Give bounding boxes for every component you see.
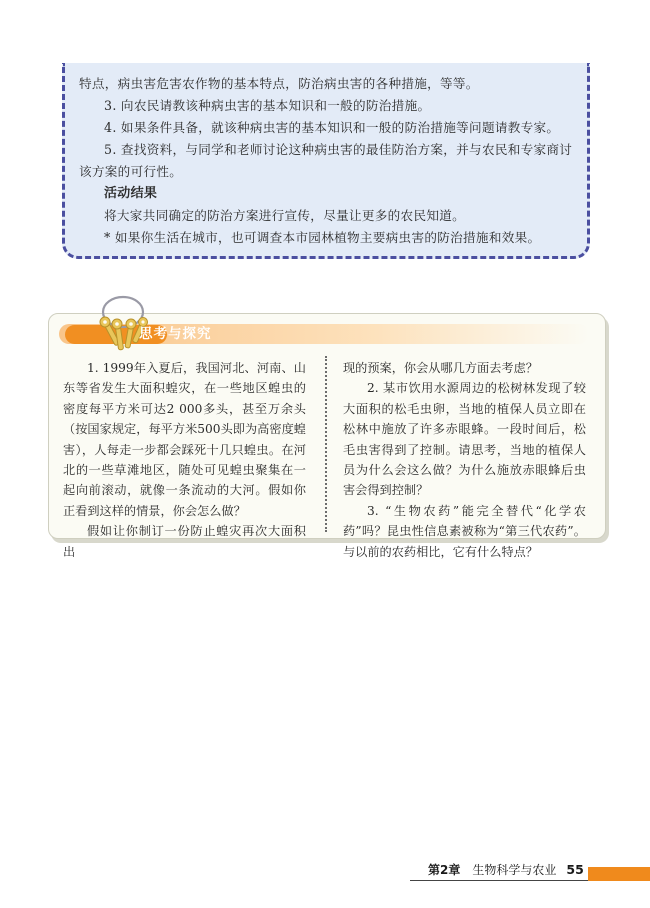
activity-step-4: 4. 如果条件具备，就该种病虫害的基本知识和一般的防治措施等问题请教专家。 [104, 120, 560, 135]
think-left-column [63, 358, 306, 562]
activity-step-5: 5. 查找资料，与同学和老师讨论这种病虫害的最佳防治方案，并与农民和专家商讨该方案的可行性。 [79, 142, 573, 179]
question-1-continuation: 假如让你制订一份防止蝗灾再次大面积出 [63, 524, 306, 559]
think-title: 思考与探究 [139, 326, 212, 342]
page-number: 55 [566, 862, 584, 877]
activity-result-heading: 活动结果 [104, 186, 158, 201]
think-right-column [343, 358, 586, 562]
page-footer [428, 861, 584, 878]
think-explore-card [48, 313, 606, 559]
activity-box [62, 63, 590, 259]
footer-rule [410, 880, 588, 881]
activity-note: * 如果你生活在城市，也可调查本市园林植物主要病虫害的防治措施和效果。 [104, 230, 541, 245]
activity-step-3: 3. 向农民请教该种病虫害的基本知识和一般的防治措施。 [104, 98, 431, 113]
footer-accent-bar [588, 867, 650, 881]
column-divider [325, 356, 327, 532]
activity-text-line1: 特点，病虫害危害农作物的基本特点，防治病虫害的各种措施，等等。 [79, 76, 479, 91]
question-2: 2. 某市饮用水源周边的松树林发现了较大面积的松毛虫卵，当地的植保人员立即在松林中施放了许多赤眼蜂。一段时间后，松毛虫害得到了控制。请思考，当地的植保人员为什么会这么做？为什么施放赤眼蜂后虫害会得到控制？ [343, 381, 586, 498]
footer-chapter-title: 生物科学与农业 [472, 863, 557, 877]
footer-chapter: 第2章 [428, 863, 461, 877]
activity-result-text: 将大家共同确定的防治方案进行宣传，尽量让更多的农民知道。 [104, 208, 466, 223]
question-1-end: 现的预案，你会从哪几方面去考虑？ [343, 361, 538, 375]
keys-icon [77, 292, 177, 354]
question-3: 3. “生物农药”能完全替代“化学农药”吗？昆虫性信息素被称为“第三代农药”。与以前的农药相比，它有什么特点？ [343, 503, 586, 559]
question-1: 1. 1999年入夏后，我国河北、河南、山东等省发生大面积蝗灾，在一些地区蝗虫的密度每平方米可达2 000多头，甚至万余头（按国家规定，每平方米500头即为高密度蝗害），人每走一步都会踩死十几只蝗虫。在河北的一些草滩地区，随处可见蝗虫聚集在一起向前滚动，就像一条流动的大河。假如你正看到这样的情景，你会怎么做？ [63, 361, 306, 518]
